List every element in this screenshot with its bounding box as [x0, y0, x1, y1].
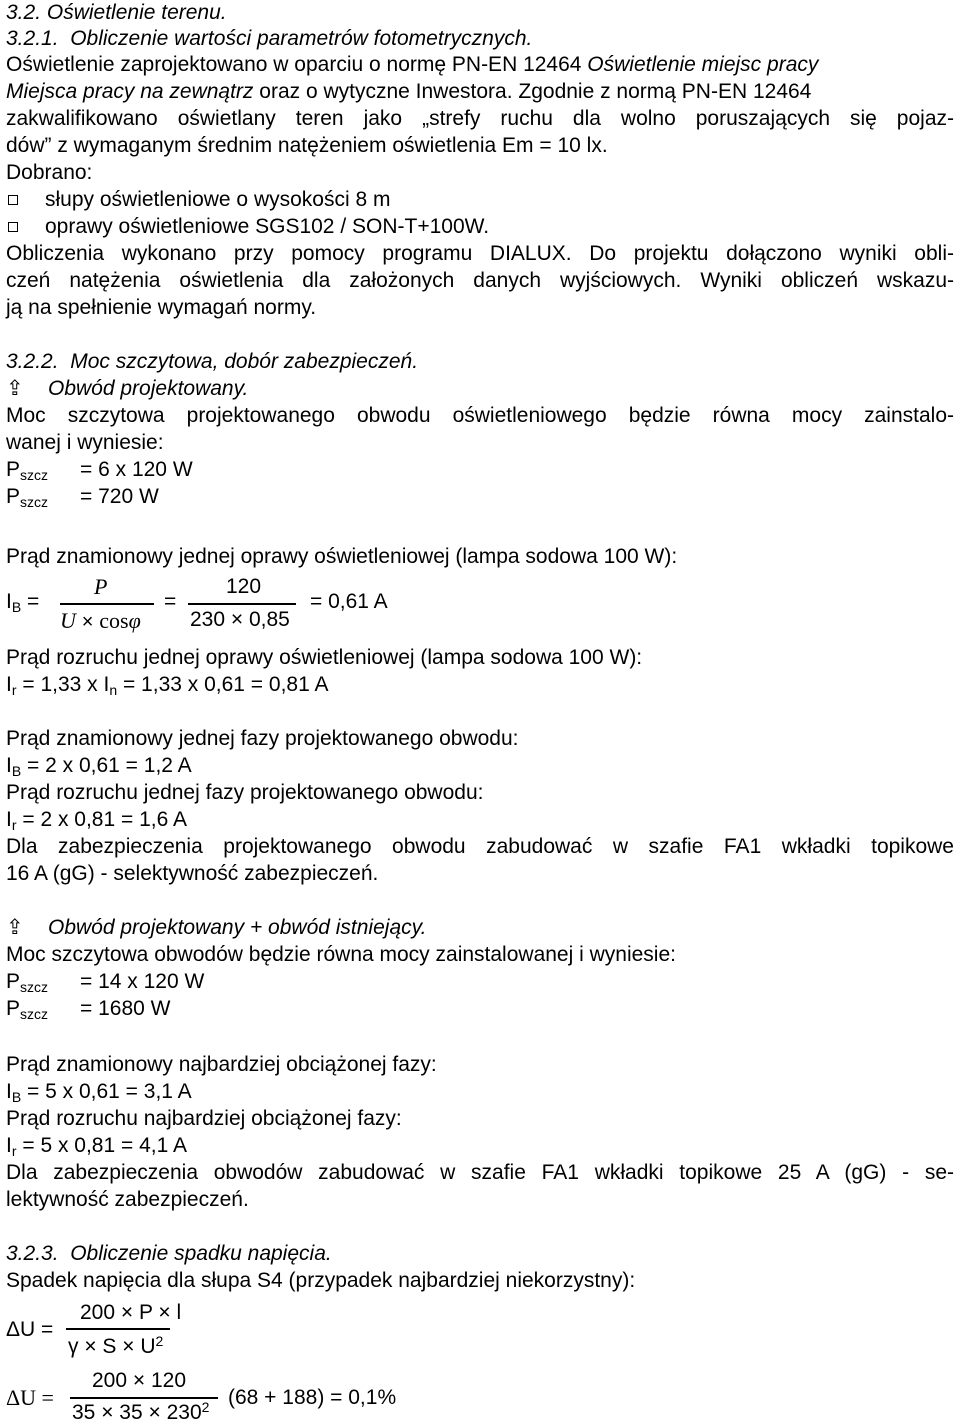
paragraph-line: Prąd znamionowy jednej fazy projektowanego obwodu:: [6, 727, 519, 750]
formula-line: $I_r = 1,33$ x $I_n = 1,33$ x 0,61 = 0,81 A: [6, 673, 329, 698]
hollow-arrow-icon: ⇪: [6, 377, 24, 400]
power-value: = 14 x 120 W: [80, 970, 205, 993]
formula-line: $I_B = 5$ x 0,61 = 3,1 A: [6, 1080, 192, 1105]
formula-numerator: 120: [226, 575, 262, 598]
paragraph-line: Prąd rozruchu najbardziej obciążonej fazy:: [6, 1107, 402, 1130]
paragraph-line: zakwalifikowano oświetlany teren jako „strefy ruchu dla wolno poruszających się pojaz-: [6, 107, 954, 130]
fraction-bar: [188, 603, 296, 605]
formula-numerator: 200 × 120: [92, 1369, 187, 1392]
bullet-heading: ⇪ Obwód projektowany + obwód istniejący.: [6, 916, 427, 939]
formula-line: $I_r = 5$ x 0,81 = 4,1 A: [6, 1134, 187, 1159]
section-heading-3-2: 3.2. Oświetlenie terenu.: [6, 1, 227, 24]
formula-denominator: $35 \times 35 \times 230^2$: [72, 1399, 210, 1424]
power-line: $P_{szcz}$: [6, 458, 49, 483]
power-value: = 720 W: [80, 485, 159, 508]
fraction-bar: [60, 603, 154, 605]
list-item: oprawy oświetleniowe SGS102 / SON-T+100W.: [6, 214, 489, 240]
formula-lhs: ΔU =: [6, 1318, 54, 1341]
power-line: $P_{szcz}$: [6, 997, 49, 1022]
formula-result: (68 + 188) = 0,1%: [228, 1386, 397, 1409]
paragraph-line: lektywność zabezpieczeń.: [6, 1188, 249, 1211]
formula-eq: =: [164, 590, 177, 613]
formula-lhs: ΔU =: [6, 1385, 54, 1410]
subsection-heading-3-2-3: 3.2.3. Obliczenie spadku napięcia.: [6, 1242, 332, 1265]
dobrano-label: Dobrano:: [6, 161, 93, 184]
paragraph-line: Prąd rozruchu jednej fazy projektowanego obwodu:: [6, 781, 484, 804]
paragraph-line: Miejsca pracy na zewnątrz oraz o wytyczne Inwestora. Zgodnie z normą PN-EN 12464: [6, 80, 812, 103]
paragraph-line: ją na spełnienie wymagań normy.: [6, 296, 317, 319]
checkbox-bullet-icon: [8, 222, 18, 232]
power-value: = 6 x 120 W: [80, 458, 193, 481]
formula-line: $I_r = 2$ x 0,81 = 1,6 A: [6, 808, 187, 833]
formula-line: $I_B = 2$ x 0,61 = 1,2 A: [6, 754, 192, 779]
formula-numerator: P: [94, 574, 108, 599]
paragraph-line: Spadek napięcia dla słupa S4 (przypadek najbardziej niekorzystny):: [6, 1269, 636, 1292]
paragraph-line: Prąd rozruchu jednej oprawy oświetleniowej (lampa sodowa 100 W):: [6, 646, 643, 669]
hollow-arrow-icon: ⇪: [6, 916, 24, 939]
formula-denominator: U × cosφ: [60, 608, 141, 633]
bullet-heading: ⇪ Obwód projektowany.: [6, 377, 249, 400]
formula-result: = 0,61 A: [310, 590, 388, 613]
formula-lhs: $I_B$ =: [6, 590, 40, 615]
fraction-bar: [66, 1328, 170, 1330]
paragraph-line: Dla zabezpieczenia obwodów zabudować w szafie FA1 wkładki topikowe 25 A (gG) - se-: [6, 1161, 954, 1184]
list-item: słupy oświetleniowe o wysokości 8 m: [6, 187, 390, 213]
formula-denominator: 230 × 0,85: [190, 608, 290, 631]
paragraph-line: dów” z wymaganym średnim natężeniem oświetlenia Em = 10 lx.: [6, 134, 608, 157]
subsection-heading-3-2-2: 3.2.2. Moc szczytowa, dobór zabezpieczeń.: [6, 350, 419, 373]
paragraph-line: Obliczenia wykonano przy pomocy programu DIALUX. Do projektu dołączono wyniki obli-: [6, 242, 954, 265]
paragraph-line: 16 A (gG) - selektywność zabezpieczeń.: [6, 862, 379, 885]
power-line: $P_{szcz}$: [6, 970, 49, 995]
paragraph-line: Oświetlenie zaprojektowano w oparciu o normę PN-EN 12464 Oświetlenie miejsc pracy: [6, 53, 819, 76]
formula-denominator: $\gamma \times S \times U^2$: [68, 1333, 164, 1358]
subsection-heading-3-2-1: 3.2.1. Obliczenie wartości parametrów fotometrycznych.: [6, 27, 533, 50]
fraction-bar: [70, 1397, 218, 1399]
paragraph-line: czeń natężenia oświetlenia dla założonych danych wyjściowych. Wyniki obliczeń wskazu-: [6, 269, 954, 292]
paragraph-line: Prąd znamionowy najbardziej obciążonej fazy:: [6, 1053, 437, 1076]
power-value: = 1680 W: [80, 997, 171, 1020]
paragraph-line: Moc szczytowa obwodów będzie równa mocy zainstalowanej i wyniesie:: [6, 943, 676, 966]
power-line: $P_{szcz}$: [6, 485, 49, 510]
paragraph-line: wanej i wyniesie:: [6, 431, 164, 454]
paragraph-line: Dla zabezpieczenia projektowanego obwodu zabudować w szafie FA1 wkładki topikowe: [6, 835, 954, 858]
paragraph-line: Moc szczytowa projektowanego obwodu oświetleniowego będzie równa mocy zainstalo-: [6, 404, 954, 427]
checkbox-bullet-icon: [8, 195, 18, 205]
paragraph-line: Prąd znamionowy jednej oprawy oświetleniowej (lampa sodowa 100 W):: [6, 545, 678, 568]
formula-numerator: 200 × P × l: [80, 1301, 182, 1324]
